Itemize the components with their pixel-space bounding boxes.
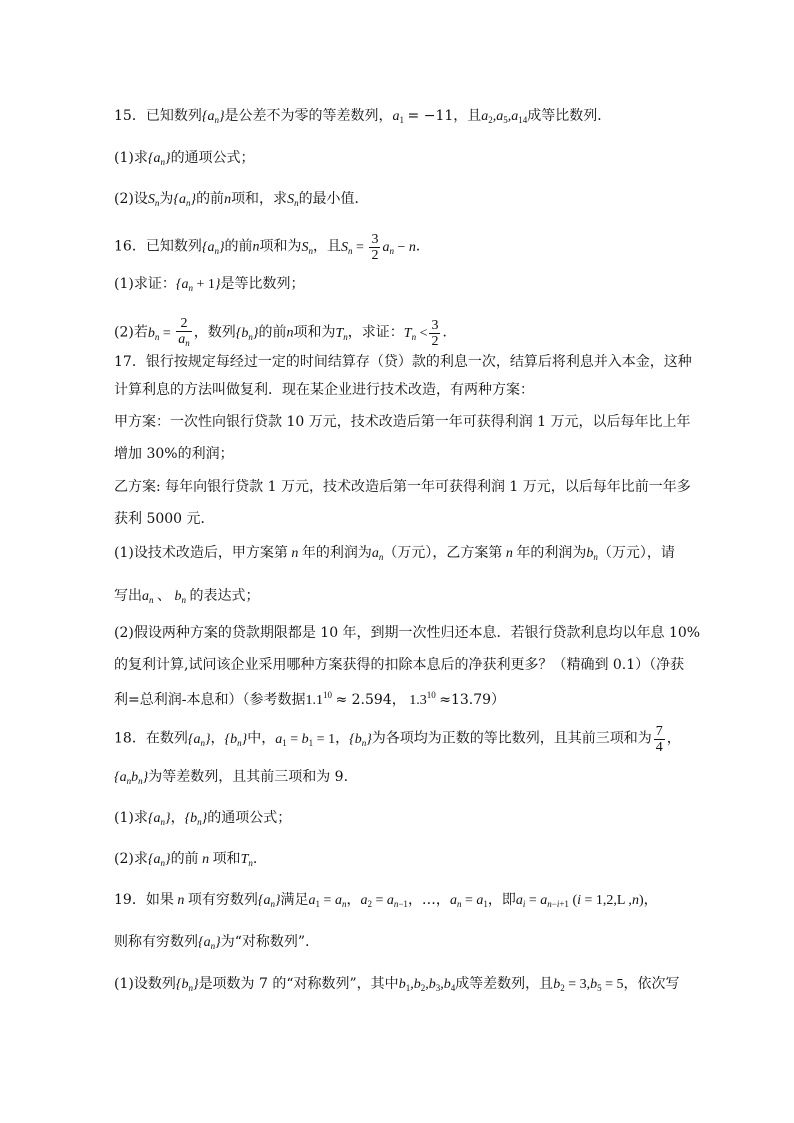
problem-17-line-1: 17．银行按规定每经过一定的时间结算存（贷）款的利息一次，结算后将利息并入本金，这种	[114, 354, 692, 370]
math-a2a5a14: $a_2,a_5,a_{14}$	[481, 109, 528, 125]
math-a1-b1: $a_1 = b_1 = 1$	[275, 731, 336, 748]
problem-17-line-6: 获利 5000 元．	[114, 511, 215, 527]
problem-18-part-2: (2)求$\{a_n\}$的前 n 项和$T_n$.	[114, 851, 258, 868]
math-seven-fourths: $\frac{7}{4}$	[655, 724, 663, 755]
math-a1: $a_1$	[392, 109, 405, 125]
problem-15-part-1: (1)求$\{a_n\}$的通项公式；	[114, 150, 255, 167]
math-tn-bound: $T_n$ < $\frac{3}{2}$	[403, 318, 439, 349]
problem-17-part-2-line-3: 利=总利润-本息和）（参考数据$1.1^{10} \approx 2.594$， $1.3^{10} \approx 13.79$）	[114, 690, 506, 708]
math-bn-formula: $b_n$ = $\frac{2}{a_n}$	[148, 326, 194, 341]
problem-17-part-2-line-1: (2)假设两种方案的贷款期限都是 10 年，到期一次性归还本息．若银行贷款利息均以年息 10%	[114, 625, 701, 641]
problem-16-part-2: (2)若$b_n$ = $\frac{2}{a_n}$ ，数列$\{b_n\}$的前n项和为$T_n$，求证：$T_n$ < $\frac{3}{2}$ ．	[114, 316, 457, 349]
problem-19-line-2: 则称有穷数列$\{a_n\}$为“对称数列”.	[114, 934, 310, 951]
problem-17-line-3: 甲方案：一次性向银行贷款 10 万元，技术改造后第一年可获得利润 1 万元，以后每年比上年	[114, 414, 691, 430]
problem-17-part-1: (1)设技术改造后，甲方案第 n 年的利润为$a_n$（万元），乙方案第 n 年的利润为$b_n$（万元），请	[114, 545, 675, 562]
problem-17-line-4: 增加 30%的利润；	[114, 446, 234, 462]
problem-16-part-1: (1)求证：$\{a_n + 1\}$是等比数列；	[114, 276, 305, 293]
problem-19-statement: 19．如果 n 项有穷数列$\{a_n\}$满足$a_1 = a_n$，$a_2 = a_{n-1}$，…，$a_n = a_1$，即$a_i = a_{n-i+1}$ (i = 1,2,L ,n)，	[114, 892, 658, 909]
problem-18-part-1: (1)求$\{a_n\}$，$\{b_n\}$的通项公式；	[114, 810, 292, 827]
problem-17-line-5: 乙方案: 每年向银行贷款 1 万元，技术改造后第一年可获得利润 1 万元，以后每年比前一年多	[114, 479, 691, 495]
problem-16-statement: 16．已知数列$\{a_n\}$的前n项和为$S_n$，且$S_n$ = $\frac{3}{2}$ $a_n - n$．	[114, 232, 430, 263]
problem-17-part-1-cont: 写出$a_n$ 、 $b_n$ 的表达式；	[114, 588, 260, 605]
problem-15-part-2: (2)设$S_n$为$\{a_n\}$的前n项和，求$S_n$的最小值．	[114, 191, 369, 208]
problem-18-line-2: $\{a_nb_n\}$为等差数列，且其前三项和为 9.	[114, 769, 349, 786]
problem-17-part-2-line-2: 的复利计算,试问该企业采用哪种方案获得的扣除本息后的净获利更多？（精确到 0.1）（净获	[114, 657, 685, 673]
math-sn-formula: $S_n$ = $\frac{3}{2}$ $a_n - n$	[341, 232, 416, 263]
problem-18-statement: 18．在数列$\{a_n\}$，$\{b_n\}$中，$a_1 = b_1 = 1$，$\{b_n\}$为各项均为正数的等比数列，且其前三项和为 $\frac{7}{4}$ ，	[114, 724, 681, 755]
math-symmetric-def: $a_i = a_{n-i+1}$ (i = 1,2,L ,n)	[515, 893, 644, 909]
problem-19-part-1: (1)设数列$\{b_n\}$是项数为 7 的“对称数列”，其中$b_1,b_2,b_3,b_4$成等差数列，且$b_2 = 3,b_5 = 5$，依次写	[114, 976, 680, 993]
problem-15-statement: 15．已知数列$\{a_n\}$是公差不为零的等差数列，$a_1 = -11$，且$a_2,a_5,a_{14}$成等比数列．	[114, 108, 612, 125]
problem-17-line-2: 计算利息的方法叫做复利．现在某企业进行技术改造，有两种方案：	[114, 382, 534, 398]
math-seq-an: $\{a_n\}$	[201, 109, 225, 125]
